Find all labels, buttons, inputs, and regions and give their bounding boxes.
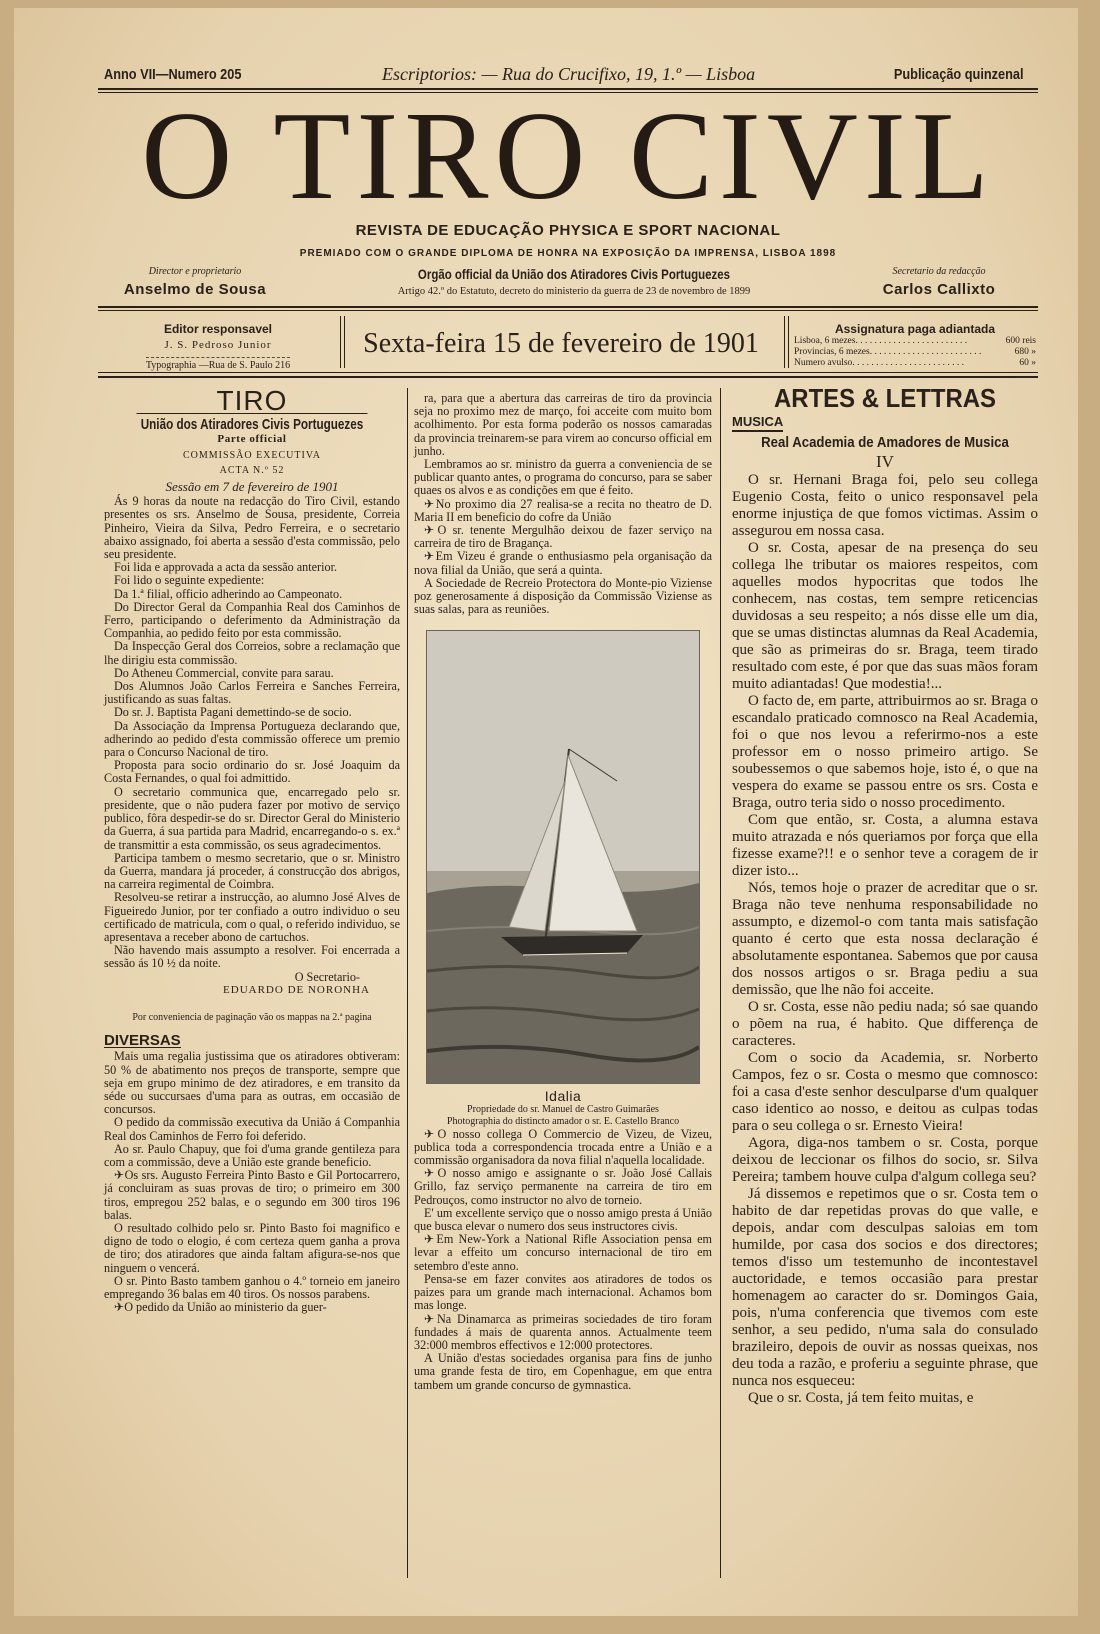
paragraph: ✈O pedido da União ao ministerio da guer-: [114, 1300, 327, 1315]
subscription-label: Lisboa, 6 mezes: [794, 336, 856, 346]
divider: [784, 316, 785, 368]
paragraph: A Sociedade de Recreio Protectora do Monte-pio Viziense poz generosamente á disposição da Commissão Viziense as suas salas, para as reuniões.: [414, 575, 712, 617]
issue-date: Sexta-feira 15 de fevereiro de 1901: [363, 328, 759, 359]
paragraph: E' um excellente serviço que o nosso amigo presta á União que busca elevar o numero dos seus instructores civis.: [414, 1205, 712, 1234]
secretary-label: Secretario da redacção: [892, 266, 986, 277]
article-part-number: IV: [876, 452, 894, 471]
masthead-subtitle: REVISTA DE EDUCAÇÃO PHYSICA E SPORT NACIONAL: [355, 222, 781, 239]
official-organ: [314, 266, 834, 297]
top-bar: [104, 62, 1024, 86]
paragraph: Pensa-se em fazer convites aos atiradores de todos os paizes para um grande mach internacional. Achamos bom mas longe.: [414, 1271, 712, 1313]
statute-line: Artigo 42.º do Estatuto, decreto do ministerio da guerra de 23 de novembro de 1899: [397, 286, 751, 297]
column-middle: [414, 392, 712, 1392]
masthead-title: O TIRO CIVIL: [141, 87, 995, 226]
paragraph: Da Associação da Imprensa Portugueza declarando que, adherindo ao pedido d'esta commissão offerece um premio para o Concurso Nacional de tiro.: [104, 718, 400, 760]
paragraph: O facto de, em parte, attribuirmos ao sr. Braga o escandalo praticado comnosco na Real Academia, foi o que nos levou a referirmo-nos a este professor em o nosso primeiro artigo. Se soubessemos o que sabemos hoje, isto é, o que na vespera do exame se passou entre os srs. Costa e Braga, outro teria sido o nosso procedimento.: [732, 693, 1038, 811]
subsection-musica: MUSICA: [732, 413, 783, 432]
pagination-note: Por conveniencia de paginação vão os mappas na 2.ª pagina: [132, 1011, 372, 1023]
acta-label: ACTA N.º 52: [219, 464, 285, 476]
article-body: [732, 472, 1038, 1407]
subscription-price: 60 »: [1019, 358, 1036, 368]
paragraph: O sr. Pinto Basto tambem ganhou o 4.º torneio em janeiro empregando 36 balas em 40 tiros. Os nossos parabens.: [104, 1273, 400, 1301]
director-label: Director e proprietario: [148, 266, 242, 277]
paragraph: ✈O nosso collega O Commercio de Vizeu, de Vizeu, publica toda a correspondencia trocada entre a União e a commissão organisadora da nova filial n'aquella localidade.: [414, 1126, 712, 1168]
paragraph: Lembramos ao sr. ministro da guerra a conveniencia de se publicar quanto antes, o programa do concurso, para se saber quaes os alvos e as condições em que é feito.: [414, 457, 712, 498]
secretary-name: Carlos Callixto: [882, 281, 996, 298]
paragraph: ✈O sr. tenente Mergulhão deixou de fazer serviço na carreira de tiro de Bragança.: [414, 523, 712, 551]
photo-caption-credit: Photographia do distincto amador o sr. E. Castello Branco: [446, 1115, 680, 1127]
typography-line: Typographia —Rua de S. Paulo 216: [146, 357, 290, 371]
award-line: PREMIADO COM O GRANDE DIPLOMA DE HONRA NA EXPOSIÇÃO DA IMPRENSA, LISBOA 1898: [299, 248, 837, 259]
article-heading: Real Academia de Amadores de Musica: [761, 434, 1009, 451]
paragraph: Ao sr. Paulo Chapuy, que foi d'uma grande gentileza para com a commissão, deve a União este grande beneficio.: [104, 1141, 400, 1169]
column-rule: [720, 388, 721, 1578]
sailboat-photo: [426, 630, 700, 1084]
divider: [98, 310, 1038, 311]
paragraph: Que o sr. Costa, já tem feito muitas, e: [748, 1390, 974, 1406]
paragraph: O pedido da commissão executiva da União á Companhia Real dos Caminhos de Ferro foi deferido.: [104, 1115, 400, 1143]
paragraph: O sr. Hernani Braga foi, pelo seu collega Eugenio Costa, feito o unico responsavel pela enorme injustiça de que fomos victimas. Assim o assegurou em nossa casa.: [732, 472, 1038, 539]
commission-label: COMMISSÃO EXECUTIVA: [183, 449, 321, 461]
subscription-box: [794, 322, 1036, 369]
paragraph: ✈Os srs. Augusto Ferreira Pinto Basto e Gil Portocarrero, já concluiram as suas provas de tiro; o primeiro em 300 tiros, empregou 252 balas, e o segundo em 300 tiros 196 balas.: [104, 1168, 400, 1222]
divider: [98, 306, 1038, 308]
leader-dots: . . . . . . . . . . . . . . . . . . . . . . . .: [852, 358, 964, 368]
photo-caption-title: Idalia: [544, 1088, 582, 1105]
editor-box: [100, 322, 336, 373]
article-body: [414, 392, 712, 616]
subscription-row: [794, 347, 1036, 358]
subscription-row: [794, 358, 1036, 369]
paragraph: ra, para que a abertura das carreiras de tiro da provincia seja no proximo mez de março, foi acceite com muito bom acolhimento. Por esta forma poderão os nossos camaradas da provincia treinarem-se para virem ao concurso official em junho.: [414, 391, 712, 458]
paragraph: Não havendo mais assumpto a resolver. Foi encerrada a sessão ás 10 ½ da noite.: [104, 943, 400, 971]
paragraph: ✈Na Dinamarca as primeiras sociedades de tiro foram fundades á mais de quarenta annos. Actualmente teem 32:000 membros effectivos e 12:000 protectores.: [414, 1311, 712, 1352]
signature-role: O Secretario-: [294, 969, 360, 984]
section-title: TIRO: [216, 385, 288, 416]
publication-frequency: Publicação quinzenal: [894, 65, 1024, 83]
paragraph: ✈Em Vizeu é grande o enthusiasmo pela organisação da nova filial da União, que será a quinta.: [414, 549, 712, 577]
paragraph: ✈No proximo dia 27 realisa-se a recita no theatro de D. Maria II em beneficio do cofre da União: [414, 496, 712, 524]
column-artes: [732, 383, 1038, 1407]
paragraph: Da Inspecção Geral dos Correios, sobre a reclamação que lhe dirigiu esta commissão.: [104, 639, 400, 667]
issue-number: Anno VII—Numero 205: [104, 65, 242, 83]
editor-name: J. S. Pedroso Junior: [164, 339, 272, 351]
section-diversas: DIVERSAS: [104, 1032, 181, 1050]
subscription-row: [794, 336, 1036, 347]
paragraph: Com o socio da Academia, sr. Norberto Campos, fez o sr. Costa o mesmo que comnosco: foi a casa d'este senhor desculparse d'um qualquer caso identico ao nosso, e deitou as culpas todas para o seu collega o sr. Ernesto Vieira!: [732, 1050, 1038, 1134]
article-heading: União dos Atiradores Civis Portuguezes: [137, 413, 368, 431]
paragraph: Dos Alumnos João Carlos Ferreira e Sanches Ferreira, justificando as suas faltas.: [104, 679, 400, 707]
divider: [98, 376, 1038, 378]
director-name: Anselmo de Sousa: [123, 281, 267, 298]
column-tiro: [104, 385, 400, 1315]
subscription-title: Assignatura paga adiantada: [834, 322, 996, 336]
photo-caption-owner: Propriedade do sr. Manuel de Castro Guimarães: [467, 1103, 659, 1115]
paragraph: Resolveu-se retirar a instrucção, ao alumno José Alves de Figueiredo Junior, por ter confiado a outro individuo o seu certificado de matricula, com o qual, o referido individuo, se apresentava a receber abono de cartuchos.: [104, 890, 400, 944]
column-rule: [407, 388, 408, 1578]
leader-dots: . . . . . . . . . . . . . . . . . . . . . . . .: [855, 336, 968, 346]
official-part-label: Parte official: [217, 433, 287, 446]
article-body: [414, 1128, 712, 1392]
paragraph: A União d'estas sociedades organisa para fins de junho uma grande festa de tiro, em Copenhague, em que entra tambem um grande concurso de gymnastica.: [414, 1351, 712, 1392]
diversas-body: [104, 1050, 400, 1314]
paragraph: Já dissemos e repetimos que o sr. Costa tem o habito de dar repetidas provas do que valle, e depois, andar com desculpas saloias em tom humilde, por casa dos socios e dos directores; temos d'isso um testemunho de incontestavel auctoridade, e temos occasião para prestar homenagem ao caracter do sr. Domingos Gaia, pois, n'uma conferencia que tivemos com este senhor, a seu pedido, n'uma sala do consulado brazileiro, depois de ouvir as nossas queixas, nos deu toda a razão, e proferiu a seguinte phrase, que nunca nos esqueceu:: [732, 1186, 1038, 1389]
paragraph: O sr. Costa, esse não pediu nada; só sae quando o põem na rua, é habito. Que differença de caracteres.: [732, 999, 1038, 1049]
paragraph: O secretario communica que, encarregado pelo sr. presidente, que o não pudera fazer por motivo de serviço publico, fôra despedir-se do sr. Director Geral do Ministerio da Guerra, á sua partida para Madrid, encarregando-o s. ex.ª de transmittir a esta commissão, os seus agradecimentos.: [104, 784, 400, 852]
subscription-price: 600 reis: [1005, 336, 1036, 346]
paragraph: Do sr. J. Baptista Pagani demettindo-se de socio.: [114, 705, 352, 720]
newspaper-page: [14, 8, 1078, 1616]
paragraph: Com que então, sr. Costa, a alumna estava muito atrazada e nós queriamos por força que ella fizesse exame?!! e o senhor teve a coragem de ir dizer isto...: [732, 812, 1038, 879]
paragraph: Do Atheneu Commercial, convite para sarau.: [114, 665, 334, 680]
article-body: [104, 495, 400, 970]
director-box: [100, 266, 290, 298]
paragraph: Proposta para socio ordinario do sr. José Joaquim da Costa Fernandes, o qual foi admittido.: [104, 758, 400, 786]
paragraph: ✈Em New-York a National Rifle Association pensa em levar a effeito um concurso internacional de tiro em setembro d'este anno.: [414, 1232, 712, 1273]
paragraph: Do Director Geral da Companhia Real dos Caminhos de Ferro, participando o deferimento da Administração da Companhia, ao pedido feito por esta commissão.: [104, 599, 400, 641]
divider: [788, 316, 789, 368]
office-address: Escriptorios: — Rua do Crucifixo, 19, 1.º — Lisboa: [382, 63, 756, 84]
paragraph: Da 1.ª filial, officio adherindo ao Campeonato.: [114, 586, 343, 601]
signature-name: EDUARDO DE NORONHA: [223, 983, 370, 996]
paragraph: ✈O nosso amigo e assignante o sr. João José Callais Grillo, faz serviço permanente na carreira de tiro em Pedrouços, como instructor no alvo de torneio.: [414, 1166, 712, 1207]
paragraph: Nós, temos hoje o prazer de acreditar que o sr. Braga não teve nenhuma responsabilidade no assumpto, e dizemol-o com tanta mais satisfação quanto é certo que esta nossa declaração é absolutamente espontanea. Sabemos que por causa dos nossos artigos o sr. Braga pediu a sua demissão, que lhe não foi acceite.: [732, 880, 1038, 998]
editor-label: Editor responsavel: [163, 322, 273, 336]
paragraph: Foi lido o seguinte expediente:: [114, 573, 265, 588]
secretary-box: [844, 266, 1034, 298]
subscription-label: Numero avulso: [794, 358, 853, 368]
subscription-price: 680 »: [1014, 347, 1036, 357]
orgao-line: Orgão official da União dos Atiradores Civis Portuguezes: [417, 266, 731, 282]
section-title: ARTES & LETTRAS: [774, 383, 996, 413]
paragraph: Foi lida e approvada a acta da sessão anterior.: [114, 560, 338, 575]
sailboat-illustration: [427, 631, 699, 1083]
paragraph: Mais uma regalia justissima que os atiradores obtiveram: 50 % de abatimento nos preços de transporte, sempre que seja em grupo minimo de dez atiradores, e em transito da séde ou succursaes d'uma para as outras, em occasião de concursos.: [104, 1049, 400, 1117]
subscription-label: Provincias, 6 mezes: [794, 347, 870, 357]
paragraph: Participa tambem o mesmo secretario, que o sr. Ministro da Guerra, mandara já proceder, á construcção dos abrigos, na carreira regimental de Coimbra.: [104, 850, 400, 892]
divider: [98, 372, 1038, 373]
paragraph: O sr. Costa, apesar de na presença do seu collega lhe tributar os maiores respeitos, com aquelles modos hypocritas que todos lhe conhecem, nas costas, tem sempre reticencias duvidosas a seu respeito; a nós disse elle um dia, que se umas distinctas alumnas da Real Academia, que são as primeiras do sr. Braga, teem tirado resultado com este, é por que das suas mãos foram muito adiantadas! Que modestia!...: [732, 540, 1038, 692]
divider: [340, 316, 341, 368]
paragraph: O resultado colhido pelo sr. Pinto Basto foi magnifico e digno de todo o elogio, é com certeza quem ganha a prova de tiro; dos atiradores que ainda faltam afigura-se-nos que ninguem o vencerá.: [104, 1220, 400, 1275]
paragraph: Agora, diga-nos tambem o sr. Costa, porque deixou de leccionar os filhos do socio, sr. Silva Pereira; tambem houve culpa d'algum collega seu?: [732, 1135, 1038, 1185]
leader-dots: . . . . . . . . . . . . . . . . . . . . . . . .: [869, 347, 982, 357]
session-date: Sessão em 7 de fevereiro de 1901: [165, 479, 339, 495]
paragraph: Ás 9 horas da noute na redacção do Tiro Civil, estando presentes os srs. Anselmo de Sousa, presidente, Correia Pinheiro, Vieira da Silva, Pedro Ferreira, e o secretario abaixo assignado, foi aberta a sessão d'esta commissão, pelo seu presidente.: [104, 494, 400, 562]
